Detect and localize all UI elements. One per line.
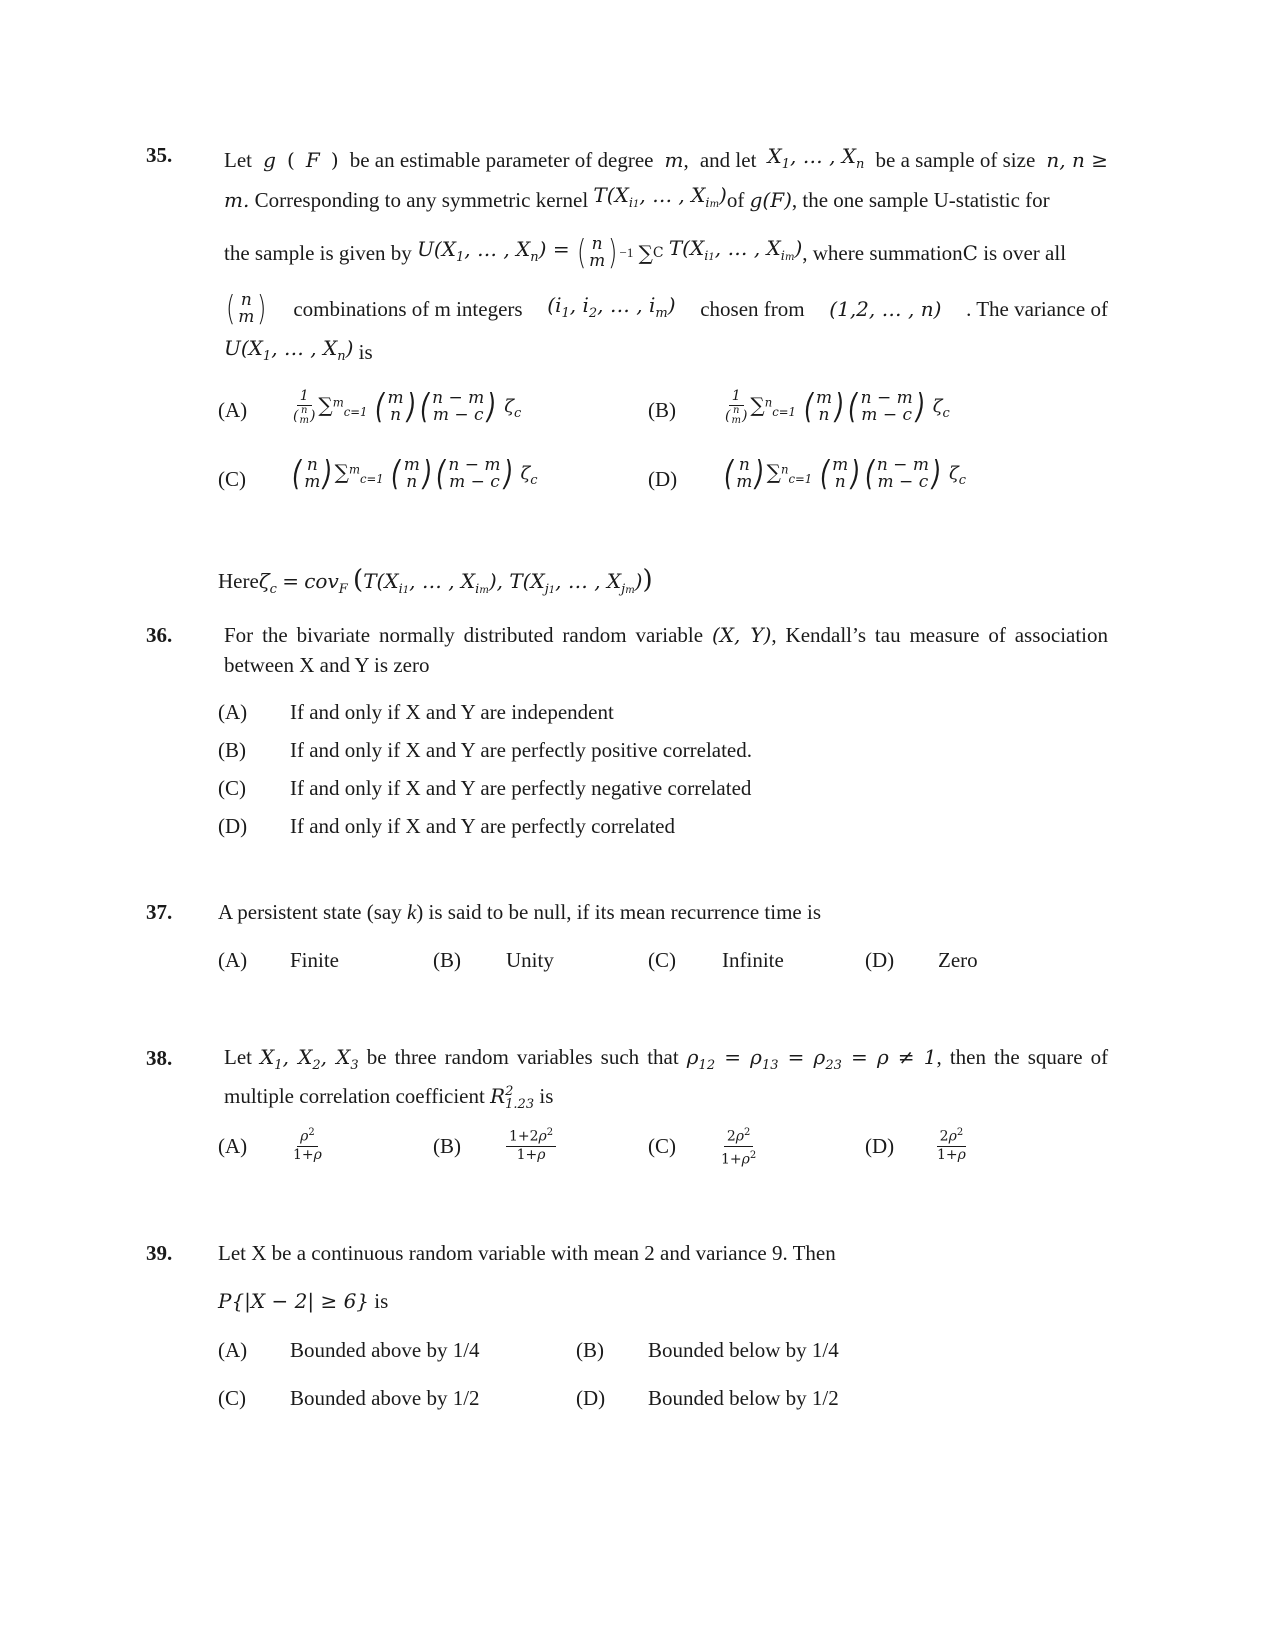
q36-option-b-text: If and only if X and Y are perfectly positive correlated. [290,738,752,762]
q36-option-b-label: (B) [218,738,246,762]
question-number-39: 39. [146,1241,173,1265]
q38-option-b-formula: $\frac{1+2\rho^2}{1+\rho}$ [506,1124,556,1164]
question-number-35: 35. [146,143,173,167]
q35-option-d-label: (D) [648,467,678,491]
q36-option-a-label: (A) [218,700,248,724]
q39-option-c-text: Bounded above by 1/2 [290,1386,480,1410]
q39-option-d-text: Bounded below by 1/2 [648,1386,839,1410]
q35-line-5: $U(X_1$, … , $X_n$) is [224,335,373,364]
q35-line-3: the sample is given by $U(X_1$, … , $X_n$) = ( n m ) −1 ∑ C $T(X_{i1}$, … , $X_{im}$) , where summation C is over all [224,233,1067,273]
q35-line-1: Let g ( F ) be an estimable parameter of degree m, and let $X_1$, … , $X_n$ be a sample of size n, n ≥ [224,143,1108,172]
question-38-stem: Let $X_1$, $X_2$, $X_3$ be three random variables such that $\rho_{12} = \rho_{13} = \rho_{23} = \rho \ne 1$, then the square of multiple correlation coefficient R 2 1.23 is [224,1045,1109,1112]
q37-option-d-label: (D) [865,948,895,972]
q35-option-d-formula: ( n m ) ∑$^n_{c=1}$ ( m n ) ( n − m m − c ) $\zeta_c$ [723,454,966,494]
q36-option-c-label: (C) [218,776,246,800]
q39-option-d-label: (D) [576,1386,606,1410]
q36-option-c-text: If and only if X and Y are perfectly negative correlated [290,776,752,800]
q35-option-a-label: (A) [218,398,248,422]
q35-option-c-formula: ( n m ) ∑$^m_{c=1}$ ( m n ) ( n − m m − c ) $\zeta_c$ [291,454,538,494]
q36-option-a-text: If and only if X and Y are independent [290,700,614,724]
question-39-stem-line-2: P{|X − 2| ≥ 6} is [218,1289,389,1313]
question-number-36: 36. [146,623,173,647]
question-number-37: 37. [146,900,173,924]
q38-option-c-formula: $\frac{2\rho^2}{1+\rho^2}$ [718,1124,759,1168]
q35-line-2: m. Corresponding to any symmetric kernel $T(X_{i1}$, … , $X_{im}$) of g(F) , the one sample U-statistic for [224,183,1050,212]
q38-option-a-formula: $\frac{\rho^2}{1+\rho}$ [290,1124,325,1164]
q38-option-d-formula: $\frac{2\rho^2}{1+\rho}$ [934,1124,969,1164]
q35-line-4: ( n m ) combinations of m integers ($i_1$, $i_2$, … , $i_m$) chosen from (1,2, … , n) . The variance of [225,289,1108,329]
question-35-stem [224,140,1108,372]
question-number-38: 38. [146,1046,173,1070]
q35-option-b-formula: 1 ( n m ) ∑$^n_{c=1}$ ( m n ) ( n − m m − c ) $\zeta_c$ [725,387,950,427]
q35-option-a-formula: 1 ( n m ) ∑$^m_{c=1}$ ( m n ) ( n − m m − c ) $\zeta_c$ [293,387,522,427]
q35-here-definition: Hereζ$_c$ = cov$_F$ ($T(X_{i1}$, … , $X_{im}$), $T(X_{j1}$, … , $X_{jm}$)) [218,565,653,597]
q39-option-b-label: (B) [576,1338,604,1362]
q39-option-b-text: Bounded below by 1/4 [648,1338,839,1362]
q39-option-c-label: (C) [218,1386,246,1410]
q37-option-c-label: (C) [648,948,676,972]
q36-option-d-text: If and only if X and Y are perfectly correlated [290,814,676,838]
q38-option-d-label: (D) [865,1134,895,1158]
question-36-stem: For the bivariate normally distributed random variable (X, Y), Kendall’s tau measure of association between X and Y is zero [224,623,1109,677]
q38-option-b-label: (B) [433,1134,461,1158]
q37-option-d-text: Zero [938,948,978,972]
q38-option-a-label: (A) [218,1134,248,1158]
q37-option-b-text: Unity [506,948,554,972]
question-37-stem: A persistent state (say k) is said to be null, if its mean recurrence time is [218,900,822,924]
q35-option-b-label: (B) [648,398,676,422]
q37-option-c-text: Infinite [722,948,784,972]
q39-option-a-text: Bounded above by 1/4 [290,1338,480,1362]
q38-option-c-label: (C) [648,1134,676,1158]
q37-option-b-label: (B) [433,948,461,972]
q37-option-a-text: Finite [290,948,340,972]
q37-option-a-label: (A) [218,948,248,972]
q39-option-a-label: (A) [218,1338,248,1362]
question-39-stem-line-1: Let X be a continuous random variable with mean 2 and variance 9. Then [218,1241,836,1265]
q35-option-c-label: (C) [218,467,246,491]
q36-option-d-label: (D) [218,814,248,838]
